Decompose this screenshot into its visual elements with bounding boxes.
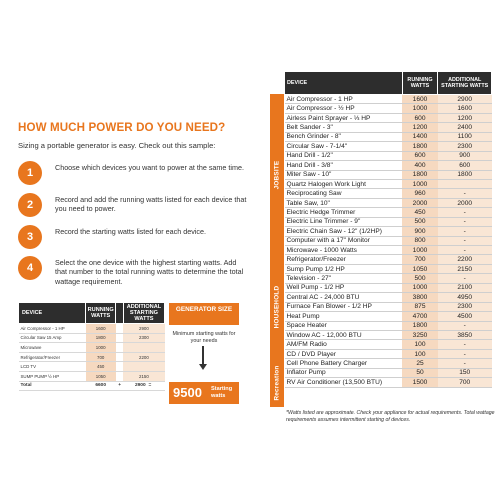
table-cell-device: Reciprocating Saw — [285, 189, 403, 198]
table-cell-device: AM/FM Radio — [285, 340, 403, 349]
table-cell-additional: 2100 — [438, 283, 492, 292]
table-cell-running: 3250 — [402, 330, 438, 339]
sample-row — [19, 343, 165, 353]
table-cell-device: Electric Hedge Trimmer — [285, 208, 403, 217]
table-cell-device: Table Saw, 10" — [285, 198, 403, 207]
table-cell-additional: - — [438, 349, 492, 358]
table-row — [285, 293, 492, 302]
table-cell-additional: 2300 — [438, 142, 492, 151]
table-cell-running: 500 — [402, 217, 438, 226]
table-cell-device: Airless Paint Sprayer - ⅓ HP — [285, 113, 403, 122]
table-row — [285, 302, 492, 311]
table-cell-additional: 2000 — [438, 198, 492, 207]
sample-running: 700 — [86, 352, 116, 362]
table-cell-running: 1050 — [402, 264, 438, 273]
step-text: Choose which devices you want to power at the same time. — [55, 163, 244, 172]
total-label: Total — [19, 381, 86, 391]
sample-device: Microwave — [19, 343, 86, 353]
table-cell-running: 875 — [402, 302, 438, 311]
table-row — [285, 283, 492, 292]
generator-size-result — [169, 382, 239, 404]
table-cell-additional: 4950 — [438, 293, 492, 302]
sample-header-additional: ADDITIONAL STARTING WATTS — [123, 303, 164, 324]
table-cell-device: Central AC - 24,000 BTU — [285, 293, 403, 302]
table-cell-device: Miter Saw - 10" — [285, 170, 403, 179]
table-row — [285, 151, 492, 160]
table-cell-running: 1800 — [402, 170, 438, 179]
step-number-badge: 2 — [18, 193, 42, 217]
table-row — [285, 246, 492, 255]
table-cell-running: 50 — [402, 368, 438, 377]
plus-sign: + — [116, 381, 124, 391]
table-cell-device: Air Compressor - 1 HP — [285, 95, 403, 104]
table-cell-additional: - — [438, 321, 492, 330]
table-cell-device: Microwave - 1000 Watts — [285, 246, 403, 255]
section-jobsite — [270, 94, 284, 255]
section-label: HOUSEHOLD — [273, 285, 281, 329]
table-cell-additional: 700 — [438, 378, 492, 387]
table-row — [285, 255, 492, 264]
section-label: Recreation — [273, 365, 281, 401]
sample-additional — [123, 343, 164, 353]
table-cell-running: 1500 — [402, 378, 438, 387]
result-value: 9500 — [173, 385, 202, 400]
sample-row — [19, 333, 165, 343]
sample-row — [19, 371, 165, 381]
table-cell-device: Air Compressor - ½ HP — [285, 104, 403, 113]
sample-additional: 2150 — [123, 371, 164, 381]
table-cell-running: 2000 — [402, 198, 438, 207]
table-header-device: DEVICE — [285, 72, 403, 95]
sample-running: 1800 — [86, 333, 116, 343]
table-cell-additional: - — [438, 340, 492, 349]
table-cell-additional: 900 — [438, 151, 492, 160]
table-cell-device: Electric Line Trimmer - 9" — [285, 217, 403, 226]
sample-running: 1000 — [86, 343, 116, 353]
table-row — [285, 132, 492, 141]
step-number-badge: 1 — [18, 161, 42, 185]
table-cell-device: Inflator Pump — [285, 368, 403, 377]
table-cell-device: Belt Sander - 3" — [285, 123, 403, 132]
table-cell-device: Circular Saw - 7-1/4" — [285, 142, 403, 151]
table-cell-running: 1400 — [402, 132, 438, 141]
table-header-running: RUNNING WATTS — [402, 72, 438, 95]
table-row — [285, 161, 492, 170]
sample-running: 1600 — [86, 324, 116, 334]
sample-running: 450 — [86, 362, 116, 372]
table-row — [285, 274, 492, 283]
sample-additional: 2900 — [123, 324, 164, 334]
sample-device: Air Compressor - 1 HP — [19, 324, 86, 334]
table-row — [285, 312, 492, 321]
table-cell-running: 400 — [402, 161, 438, 170]
table-cell-additional: - — [438, 359, 492, 368]
section-label: JOBSITE — [273, 160, 281, 189]
table-cell-additional: 2300 — [438, 302, 492, 311]
table-cell-device: Hand Drill - 3/8" — [285, 161, 403, 170]
table-cell-running: 600 — [402, 151, 438, 160]
table-cell-running: 1000 — [402, 246, 438, 255]
table-cell-device: CD / DVD Player — [285, 349, 403, 358]
table-cell-running: 450 — [402, 208, 438, 217]
table-cell-device: Well Pump - 1/2 HP — [285, 283, 403, 292]
wattage-reference-panel — [258, 0, 500, 500]
total-running: 6600 — [86, 381, 116, 391]
table-row — [285, 227, 492, 236]
equals-sign: = — [148, 383, 152, 389]
table-cell-additional: - — [438, 236, 492, 245]
table-cell-additional: - — [438, 246, 492, 255]
footnote: *Watts listed are approximate. Check your appliance for actual requirements. Total wattage requirements assumes intermittent starting of devices. — [286, 410, 495, 423]
table-cell-additional: - — [438, 274, 492, 283]
arrow-down-icon — [200, 346, 206, 372]
table-cell-device: Space Heater — [285, 321, 403, 330]
table-cell-additional: 2400 — [438, 123, 492, 132]
table-row — [285, 198, 492, 207]
step-number-badge: 4 — [18, 256, 42, 280]
wattage-table — [284, 71, 492, 388]
sample-additional: 2300 — [123, 333, 164, 343]
table-cell-additional: 1200 — [438, 113, 492, 122]
table-cell-additional — [438, 179, 492, 188]
table-row — [285, 264, 492, 273]
table-row — [285, 113, 492, 122]
sample-row — [19, 324, 165, 334]
table-row — [285, 368, 492, 377]
table-cell-device: Sump Pump 1/2 HP — [285, 264, 403, 273]
table-cell-additional: 3850 — [438, 330, 492, 339]
table-row — [285, 236, 492, 245]
table-cell-running: 600 — [402, 113, 438, 122]
table-cell-device: Furnace Fan Blower - 1/2 HP — [285, 302, 403, 311]
step-text: Select the one device with the highest starting watts. Add that number to the total running watts to determine the total wattage requirement. — [55, 258, 244, 286]
generator-size-label: GENERATOR SIZE — [169, 303, 239, 325]
table-cell-device: Heat Pump — [285, 312, 403, 321]
table-cell-device: RV Air Conditioner (13,500 BTU) — [285, 378, 403, 387]
table-row — [285, 321, 492, 330]
page-title: HOW MUCH POWER DO YOU NEED? — [18, 121, 226, 134]
table-row — [285, 123, 492, 132]
table-cell-running: 3800 — [402, 293, 438, 302]
table-cell-additional: - — [438, 227, 492, 236]
result-unit: Starting watts — [211, 386, 233, 399]
table-cell-running: 100 — [402, 349, 438, 358]
sample-device: Refrigerator/Freezer — [19, 352, 86, 362]
table-cell-running: 1000 — [402, 283, 438, 292]
section-recreation — [270, 359, 284, 407]
sample-row — [19, 352, 165, 362]
table-row — [285, 189, 492, 198]
table-row — [285, 359, 492, 368]
table-cell-running: 4700 — [402, 312, 438, 321]
table-cell-additional: - — [438, 208, 492, 217]
table-cell-additional: 1100 — [438, 132, 492, 141]
table-row — [285, 378, 492, 387]
table-cell-device: Quartz Halogen Work Light — [285, 179, 403, 188]
table-cell-running: 900 — [402, 227, 438, 236]
table-row — [285, 217, 492, 226]
table-cell-running: 100 — [402, 340, 438, 349]
step-text: Record and add the running watts listed for each device that you need to power. — [55, 195, 247, 214]
sample-total-row — [19, 381, 165, 391]
table-cell-additional: 150 — [438, 368, 492, 377]
table-cell-additional: 600 — [438, 161, 492, 170]
step-number-badge: 3 — [18, 225, 42, 249]
table-cell-running: 1800 — [402, 142, 438, 151]
table-cell-running: 1000 — [402, 179, 438, 188]
table-cell-additional: 2150 — [438, 264, 492, 273]
table-row — [285, 142, 492, 151]
table-row — [285, 349, 492, 358]
table-header-additional: ADDITIONAL STARTING WATTS — [438, 72, 492, 95]
table-cell-additional: 2200 — [438, 255, 492, 264]
table-cell-additional: 1800 — [438, 170, 492, 179]
section-household — [270, 255, 284, 359]
table-row — [285, 170, 492, 179]
step-text: Record the starting watts listed for each device. — [55, 227, 207, 236]
table-row — [285, 330, 492, 339]
table-cell-device: Bench Grinder - 8" — [285, 132, 403, 141]
table-cell-device: Electric Chain Saw - 12" (1/2HP) — [285, 227, 403, 236]
table-cell-device: Computer with a 17" Monitor — [285, 236, 403, 245]
table-cell-running: 800 — [402, 236, 438, 245]
table-cell-device: Hand Drill - 1/2" — [285, 151, 403, 160]
table-cell-running: 1800 — [402, 321, 438, 330]
sample-device: SUMP PUMP ½ HP — [19, 371, 86, 381]
sample-header-device: DEVICE — [19, 303, 86, 324]
table-row — [285, 340, 492, 349]
intro-text: Sizing a portable generator is easy. Check out this sample: — [18, 141, 216, 150]
table-cell-additional: 4500 — [438, 312, 492, 321]
sample-running: 1050 — [86, 371, 116, 381]
table-cell-additional: 1600 — [438, 104, 492, 113]
table-row — [285, 95, 492, 104]
table-cell-running: 25 — [402, 359, 438, 368]
sample-header-running: RUNNING WATTS — [86, 303, 116, 324]
sample-device: LCD TV — [19, 362, 86, 372]
table-cell-running: 960 — [402, 189, 438, 198]
table-cell-additional: - — [438, 189, 492, 198]
generator-note: Minimum starting watts for your needs — [172, 331, 236, 344]
sample-additional — [123, 362, 164, 372]
table-cell-running: 1200 — [402, 123, 438, 132]
table-cell-device: Refrigerator/Freezer — [285, 255, 403, 264]
sample-row — [19, 362, 165, 372]
table-cell-device: Television - 27" — [285, 274, 403, 283]
table-cell-running: 700 — [402, 255, 438, 264]
total-additional: 2900 — [134, 383, 146, 389]
table-row — [285, 104, 492, 113]
table-cell-device: Window AC - 12,000 BTU — [285, 330, 403, 339]
table-cell-additional: - — [438, 217, 492, 226]
table-cell-running: 500 — [402, 274, 438, 283]
table-cell-running: 1600 — [402, 95, 438, 104]
sample-additional: 2200 — [123, 352, 164, 362]
table-row — [285, 179, 492, 188]
table-row — [285, 208, 492, 217]
table-cell-additional: 2900 — [438, 95, 492, 104]
sample-device: Circular Saw 15 Amp — [19, 333, 86, 343]
sample-table — [18, 302, 165, 391]
table-cell-device: Cell Phone Battery Charger — [285, 359, 403, 368]
table-cell-running: 1000 — [402, 104, 438, 113]
